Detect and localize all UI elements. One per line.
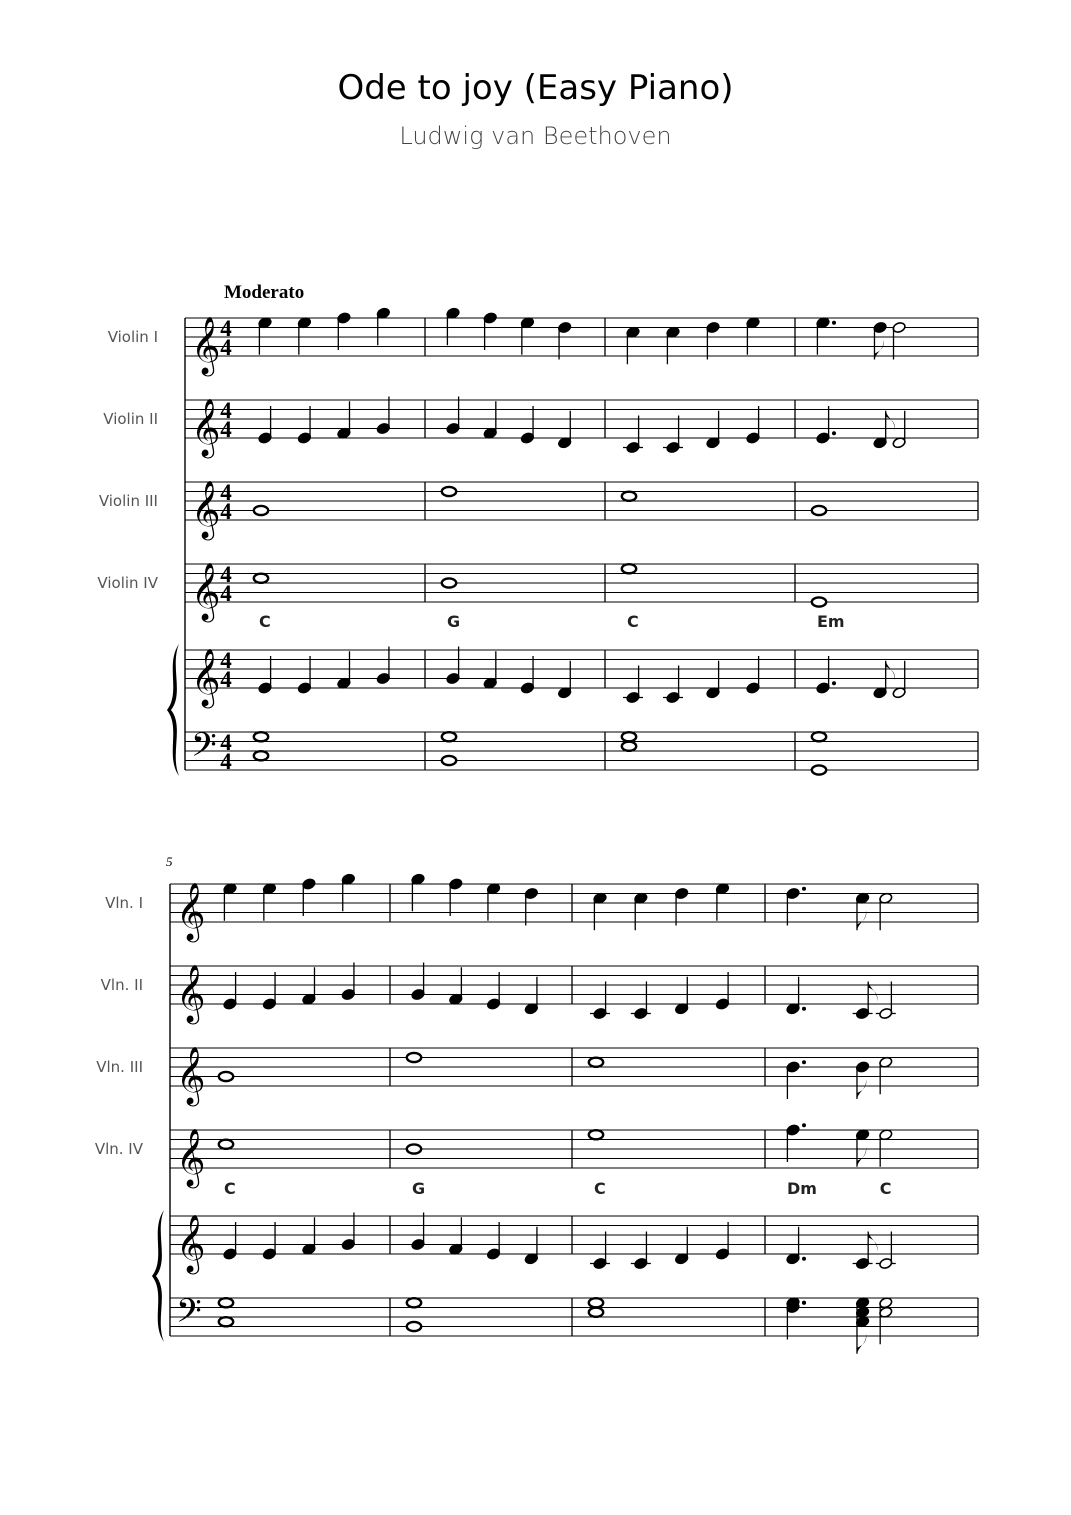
- system-2: [95, 854, 978, 1354]
- treble-clef-icon: 𝄞: [191, 562, 221, 620]
- piano-brace: [167, 644, 179, 776]
- chord-symbol: C: [259, 612, 271, 631]
- chord-symbol: Dm: [787, 1179, 817, 1198]
- score-title: Ode to joy (Easy Piano): [337, 68, 734, 108]
- treble-clef-icon: 𝄞: [176, 1128, 206, 1186]
- time-signature-bottom: 4: [220, 749, 232, 774]
- staff-2: [101, 963, 978, 1026]
- time-signature-top: 4: [220, 316, 232, 341]
- note-flag: [857, 1334, 866, 1354]
- notehead: [442, 578, 456, 587]
- note-flag: [886, 661, 895, 681]
- notehead: [254, 574, 268, 583]
- time-signature-top: 4: [220, 562, 232, 587]
- staff-6: [185, 727, 978, 775]
- notehead: [812, 506, 826, 515]
- treble-clef-icon: 𝄞: [191, 648, 221, 706]
- treble-clef-icon: 𝄞: [191, 480, 221, 538]
- bass-clef-icon: 𝄢: [176, 1292, 202, 1339]
- notehead: [407, 1322, 421, 1331]
- treble-clef-icon: 𝄞: [176, 1046, 206, 1104]
- notehead: [219, 1298, 233, 1307]
- notehead: [254, 506, 268, 515]
- staff-2: [103, 397, 978, 460]
- measure-number: 5: [166, 854, 173, 869]
- instrument-label: Vln. II: [100, 976, 143, 994]
- notehead: [812, 732, 826, 741]
- note-flag: [857, 1147, 866, 1167]
- treble-clef-icon: 𝄞: [191, 398, 221, 456]
- chord-symbol: G: [412, 1179, 426, 1198]
- notehead: [622, 564, 636, 573]
- tempo-marking: Moderato: [224, 282, 305, 303]
- staff-5: [185, 647, 978, 710]
- chord-symbol: Em: [817, 612, 845, 631]
- composer-name: Ludwig van Beethoven: [399, 122, 672, 150]
- notehead: [812, 765, 826, 774]
- notehead: [622, 492, 636, 501]
- instrument-label: Violin III: [98, 492, 158, 510]
- notehead: [589, 1308, 603, 1317]
- notehead: [407, 1144, 421, 1153]
- chord-symbol: C: [627, 612, 639, 631]
- note-flag: [886, 411, 895, 431]
- time-signature-top: 4: [220, 648, 232, 673]
- staff-1: [108, 307, 978, 377]
- time-signature-bottom: 4: [220, 581, 232, 606]
- time-signature-top: 4: [220, 398, 232, 423]
- notehead: [407, 1298, 421, 1307]
- time-signature-bottom: 4: [220, 667, 232, 692]
- system-1: [97, 282, 978, 776]
- notehead: [254, 732, 268, 741]
- notehead: [589, 1130, 603, 1139]
- notehead: [442, 756, 456, 765]
- notehead: [219, 1140, 233, 1149]
- notehead: [442, 732, 456, 741]
- bass-clef-icon: 𝄢: [191, 726, 217, 773]
- notehead: [219, 1072, 233, 1081]
- notehead: [622, 732, 636, 741]
- instrument-label: Violin I: [107, 328, 158, 346]
- time-signature-bottom: 4: [220, 499, 232, 524]
- treble-clef-icon: 𝄞: [176, 1214, 206, 1272]
- instrument-label: Vln. III: [96, 1058, 143, 1076]
- staff-6: [170, 1293, 978, 1354]
- chord-symbol: G: [447, 612, 461, 631]
- note-flag: [857, 1079, 866, 1099]
- time-signature-top: 4: [220, 480, 232, 505]
- instrument-label: Violin II: [103, 410, 158, 428]
- notehead: [622, 742, 636, 751]
- notehead: [219, 1317, 233, 1326]
- time-signature-top: 4: [220, 730, 232, 755]
- chord-symbol: C: [224, 1179, 236, 1198]
- notehead: [407, 1053, 421, 1062]
- staff-3: [96, 1046, 978, 1107]
- time-signature-bottom: 4: [220, 417, 232, 442]
- notehead: [589, 1298, 603, 1307]
- treble-clef-icon: 𝄞: [191, 316, 221, 374]
- notehead: [589, 1058, 603, 1067]
- instrument-label: Violin IV: [97, 574, 158, 592]
- staff-3: [99, 480, 978, 541]
- piano-brace: [152, 1210, 164, 1342]
- note-flag: [857, 910, 866, 930]
- treble-clef-icon: 𝄞: [176, 882, 206, 940]
- treble-clef-icon: 𝄞: [176, 964, 206, 1022]
- chord-symbol: C: [594, 1179, 606, 1198]
- staff-4: [97, 562, 978, 623]
- staff-1: [105, 873, 978, 943]
- time-signature-bottom: 4: [220, 335, 232, 360]
- instrument-label: Vln. I: [105, 894, 143, 912]
- notehead: [254, 751, 268, 760]
- chord-symbol: C: [879, 1179, 892, 1198]
- notehead: [812, 597, 826, 606]
- notehead: [442, 487, 456, 496]
- instrument-label: Vln. IV: [94, 1140, 143, 1158]
- staff-5: [170, 1213, 978, 1276]
